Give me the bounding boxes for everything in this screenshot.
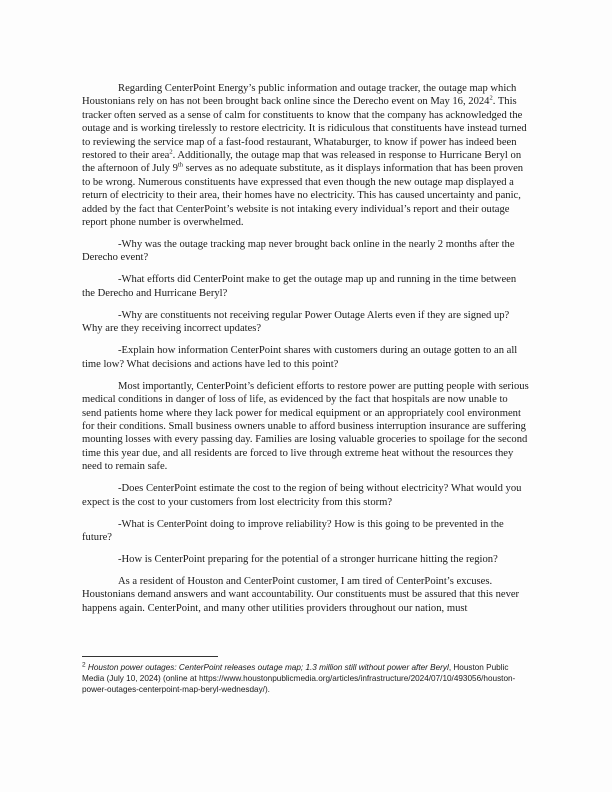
footnote-reference: 2 (489, 94, 493, 102)
question-2: -What efforts did CenterPoint make to get the outage map up and running in the time between the Derecho and Hurricane Beryl? (82, 274, 517, 299)
text-run: . This tracker often served as a sense of calm for constituents to know that the company has acknowledged the outage and is working tirelessly to restore electricity. It is ridiculous that constituents have instead turned to reviewing the service map of a fast-food restaurant, Whataburger, to know if power has indeed been restored to their area (82, 96, 527, 162)
paragraph-accountability: As a resident of Houston and CenterPoint customer, I am tired of CenterPoint’s excuses. Houstonians demand answers and want accountability. Our constituents must be assured that this never happens again. CenterPoint, and many other utilities providers throughout our nation, must (82, 575, 520, 614)
paragraph-outage-tracker (82, 82, 529, 229)
footnote-title: Houston power outages: CenterPoint releases outage map; 1.3 million still without power after Beryl (87, 663, 449, 672)
question-1: -Why was the outage tracking map never brought back online in the nearly 2 months after the Derecho event? (82, 239, 515, 264)
text-run: Regarding CenterPoint Energy’s public information and outage tracker, the outage map which Houstonians rely on has not been brought back online since the Derecho event on May 16, 2024 (82, 83, 517, 108)
footnote-reference: 2 (169, 148, 173, 156)
text-run: . Additionally, the outage map that was released in response to Hurricane Beryl on the afternoon of July 9 (82, 150, 522, 175)
footnote-number: 2 (82, 661, 86, 669)
footnote-text (82, 662, 530, 696)
paragraph-medical-danger: Most importantly, CenterPoint’s deficient efforts to restore power are putting people with serious medical conditions in danger of loss of life, as evidenced by the fact that hospitals are now unable to send patients home where they lack power for medical equipment or an appropriately cool environment for their conditions. Small business owners unable to afford business interruption insurance are suffering mounting losses with every passing day. Families are losing valuable groceries to spoilage for the second time this year due, and all residents are forced to live through extreme heat without the resources they need to remain safe. (82, 380, 529, 473)
footnote-citation: , Houston Public Media (July 10, 2024) (online at https://www.houstonpublicmedia.org/articles/infrastructure/2024/07/10/493056/houston-power-outages-centerpoint-map-beryl-wednesday/). (82, 663, 516, 695)
text-run: serves as no adequate substitute, as it displays information that has been proven to be wrong. Numerous constituents have expressed that even though the new outage map displayed a return of electricity to their area, their homes have no electricity. This has caused uncertainty and panic, added by the fact that CenterPoint’s website is not intaking every individual’s report and their outage report phone number is overwhelmed. (82, 163, 524, 229)
letter-body (82, 82, 529, 624)
footnote (82, 662, 530, 696)
question-3: -Why are constituents not receiving regular Power Outage Alerts even if they are signed up? Why are they receiving incorrect updates? (82, 309, 510, 335)
question-4: -Explain how information CenterPoint shares with customers during an outage gotten to an all time low? What decisions and actions have led to this point? (82, 345, 518, 370)
question-7: -How is CenterPoint preparing for the potential of a stronger hurricane hitting the region? (118, 553, 498, 565)
footnote-separator (82, 656, 218, 657)
question-5: -Does CenterPoint estimate the cost to the region of being without electricity? What would you expect is the cost to your customers from lost electricity from this storm? (82, 483, 522, 508)
question-6: -What is CenterPoint doing to improve reliability? How is this going to be prevented in the future? (82, 518, 504, 543)
ordinal-suffix: th (177, 161, 183, 169)
